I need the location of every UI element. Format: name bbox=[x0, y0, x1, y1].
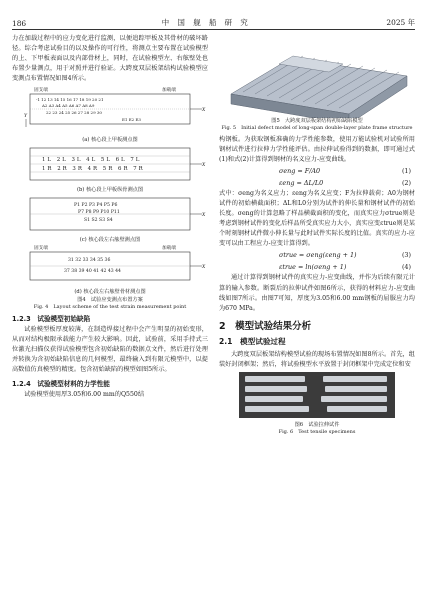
section-2-title: 2 模型试验结果分析 bbox=[219, 320, 312, 332]
defect-model-render bbox=[219, 34, 415, 118]
panel-d-caption: (d) 核心段左右舷壁骨材测点图 bbox=[74, 289, 146, 296]
figure-4-caption: 图4 试验应变测点布置方案 bbox=[77, 297, 143, 304]
paragraph-6: 通过计算得到钢材试件的真实应力-应变曲线，并作为后续有限元计算的输入参数。断裂后的拉伸试件如图6所示，获得的材料应力-应变曲线如图7所示。由图7可知，厚度为3.05和6.00 mm钢板的屈服应力均为670 MPa。 bbox=[219, 274, 415, 312]
svg-text:X: X bbox=[202, 213, 206, 219]
year: 2025 年 bbox=[386, 18, 415, 27]
strain-row: S1 S2 S3 S4 bbox=[84, 218, 113, 224]
panel-a bbox=[12, 87, 208, 135]
paragraph-2: 试验模型板厚度较薄，在制造焊接过程中会产生明显的初始变形，从而对结构极限承载能力产生较大影响。因此，试验前，采用手持式三位激光扫描仪获得试验模型包含初始缺陷的数据点文件，然后进行处理并转换为含初始缺陷信息的几何模型，最终输入到有限元模型中，以提高数值仿真模型的精度。包含初始缺陷的模型如图5所示。 bbox=[12, 326, 208, 374]
strain-row: 37 38 39 40 41 42 43 44 bbox=[64, 269, 121, 275]
equation-3-body: σtrue = σeng(εeng + 1) bbox=[279, 251, 357, 260]
paragraph-4: 构钢板。为获取钢板准确的力学性能参数，使用万能试验机对试验所用钢材试件进行拉伸力学性能评估。由拉伸试验得到的数据，即可通过式(1)和式(2)计算得到钢材的名义应力-应变曲线。 bbox=[219, 135, 415, 163]
strain-row: 1L 2L 3L 4L 5L 6L 7L bbox=[42, 157, 142, 164]
fixed-end-label: 固支端 bbox=[34, 88, 48, 94]
figure-5-caption: 图5 大跨度双层板架结构初始缺陷模型 bbox=[271, 118, 363, 124]
figure-5-caption-en: Fig. 5 Initial defect model of long-span double-layer plate frame structure bbox=[221, 125, 413, 131]
paragraph-3: 试验模型使用厚3.05和6.00 mm的Q550结 bbox=[24, 390, 145, 398]
tensile-specimens-photo bbox=[219, 372, 415, 418]
figure-4 bbox=[12, 87, 208, 311]
figure-6-caption: 图6 试验拉伸试件 bbox=[294, 422, 340, 428]
page-header bbox=[12, 16, 415, 28]
equation-1-number: (1) bbox=[401, 166, 411, 175]
strain-row: 1R 2R 3R 4R 5R 6R 7R bbox=[42, 166, 145, 173]
panel-b bbox=[12, 145, 208, 185]
figure-5 bbox=[219, 34, 415, 118]
panel-c-caption: (c) 核心段左右舷壁测点图 bbox=[79, 237, 141, 244]
journal-name: 中 国 舰 船 研 究 bbox=[161, 18, 251, 27]
svg-text:X: X bbox=[202, 265, 206, 271]
svg-text:X: X bbox=[202, 108, 206, 114]
panel-c-drawing bbox=[12, 195, 208, 235]
section-1-2-4-title: 1.2.4 试验模型材料的力学性能 bbox=[12, 379, 110, 388]
header-rule bbox=[12, 29, 415, 30]
loading-end-label: 加载端 bbox=[162, 88, 176, 94]
panel-d bbox=[12, 245, 208, 287]
panel-c bbox=[12, 195, 208, 235]
strain-row: P1 P2 P3 P4 P5 P6 bbox=[74, 203, 118, 209]
panel-a-drawing bbox=[12, 87, 208, 135]
section-2-1-title: 2.1 模型试验过程 bbox=[219, 336, 286, 346]
equation-3 bbox=[219, 249, 415, 261]
equation-1-body: σeng = F/A0 bbox=[279, 166, 321, 175]
figure-4-caption-en: Fig. 4 Layout scheme of the test strain measurement point bbox=[33, 304, 187, 311]
svg-text:Y: Y bbox=[24, 114, 28, 120]
section-1-2-3-title: 1.2.3 试验模型初始缺陷 bbox=[12, 315, 91, 324]
panel-b-drawing bbox=[12, 145, 208, 185]
figure-6 bbox=[219, 372, 415, 422]
equation-4-body: εtrue = ln(σeng + 1) bbox=[279, 263, 347, 272]
paragraph-5: 式中：σeng为名义应力；εeng为名义应变；F为拉伸载荷；A0为钢材试件的初始横截面积；ΔL和L0分别为试件的伸长量和钢材试件的初始长度。σeng的计算忽略了样品横截面积的变化，而真实应力σtrue则是考虑到钢材试件的变化后样品所受真实应力大小，真实应变εtrue则是某个时刻钢材试件微小伸长量与此时试件实际长度的比值。真实的应力-应变可以由工程应力-应变计算得到。 bbox=[219, 189, 415, 248]
panel-d-drawing bbox=[12, 245, 208, 287]
panel-a-caption: (a) 核心段上甲板测点图 bbox=[82, 137, 138, 144]
equation-4-number: (4) bbox=[401, 263, 411, 272]
strain-row: 22 23 24 25 26 27 28 29 30 bbox=[46, 110, 102, 116]
strain-row: -1 12 13 14 15 16 17 18 19 20 21 bbox=[36, 97, 104, 103]
left-column bbox=[12, 34, 208, 400]
strain-row: A2 A3 A4 A5 A6 A7 A8 A9 bbox=[42, 103, 95, 109]
loading-end-label: 加载端 bbox=[162, 246, 176, 252]
paragraph-7: 大跨度双层板架结构模型试验的现场布置情况如图8所示。首先，组装好封闭框架；然后，将试验模型水平放置于封闭框架中完成定位和安 bbox=[219, 350, 415, 368]
page-number: 186 bbox=[12, 19, 27, 28]
equation-2-number: (2) bbox=[401, 178, 411, 187]
panel-b-caption: (b) 核心段上甲板纵骨测点图 bbox=[76, 187, 144, 194]
equation-4 bbox=[219, 261, 415, 273]
fixed-end-label: 固支端 bbox=[34, 246, 48, 252]
equation-3-number: (3) bbox=[401, 251, 411, 260]
paragraph-1: 力在加载过程中的应力变化进行监测，以便追踪甲板及其骨材的破坏路径。综合考虑试验目的以及操作的可行性，将测点主要布置在试验模型的上、下甲板表面以及内部骨材上，同时，在试验模型左、右舷壁处也布置少量测点，用于对照并进行验证。大跨度双层板架结构试验模型应变测点布置情况如图4所示。 bbox=[12, 35, 208, 83]
figure-6-caption-en: Fig. 6 Test tensile specimens bbox=[278, 429, 356, 435]
equation-2 bbox=[219, 177, 415, 189]
equation-2-body: εeng = ΔL/L0 bbox=[279, 178, 324, 187]
strain-row: 31 32 33 34 35 36 bbox=[68, 258, 111, 264]
strain-row: P7 P8 P9 P10 P11 bbox=[78, 210, 120, 216]
strain-row: E1 E2 E3 bbox=[122, 117, 141, 123]
right-column bbox=[219, 34, 415, 436]
svg-text:X: X bbox=[202, 163, 206, 169]
equation-1 bbox=[219, 165, 415, 177]
